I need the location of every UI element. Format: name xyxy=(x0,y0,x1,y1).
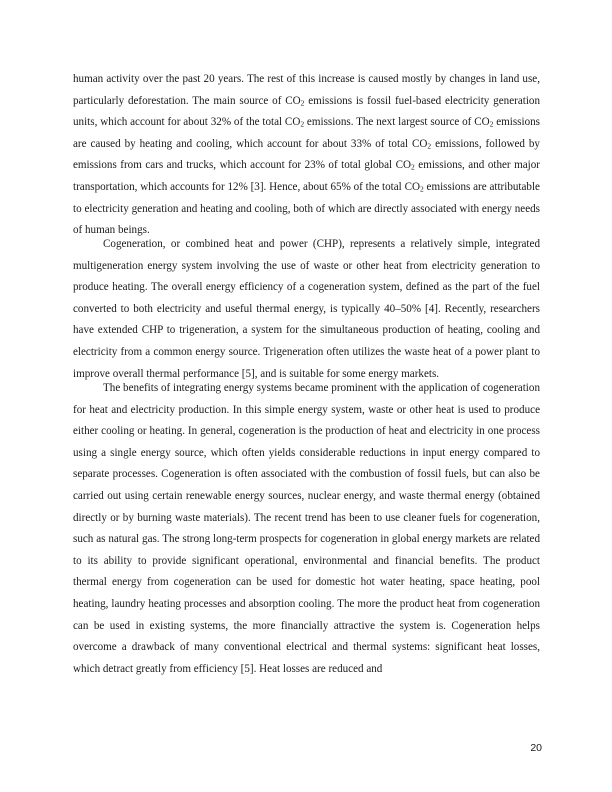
paragraph-1-text: emissions. The next largest source of CO xyxy=(304,116,490,129)
paragraph-1-text: emissions is fossil fuel-based electricity generation units, which account for about 32% of the total CO xyxy=(73,94,540,129)
paragraph-1-text: emissions are caused by heating and cooling, which account for about 33% of total CO xyxy=(73,116,540,150)
subscript-2: 2 xyxy=(427,141,432,151)
subscript-2: 2 xyxy=(411,162,415,172)
paragraph-1-text: emissions, and other major transportation, which accounts for 12% [3]. Hence, about 65% of the total CO xyxy=(73,159,540,193)
paragraph-1-text: human activity over the past 20 years. The rest of this increase is caused mostly by changes in land use, particularly deforestation. The main source of CO xyxy=(73,73,540,107)
subscript-2: 2 xyxy=(489,119,494,129)
paragraph-3: The benefits of integrating energy systems became prominent with the application of cogeneration for heat and electricity production. In this simple energy system, waste or other heat is used to produce either cooling or heating. In general, cogeneration is the production of heat and electricity in one process using a single energy source, which often yields considerable reductions in input energy compared to separate processes. Cogeneration is often associated with the combustion of fossil fuels, but can also be carried out using certain renewable energy sources, nuclear energy, and waste thermal energy (obtained directly or by burning waste materials). The recent trend has been to use cleaner fuels for cogeneration, such as natural gas. The strong long-term prospects for cogeneration in global energy markets are related to its ability to provide significant operational, environmental and financial benefits. The product thermal energy from cogeneration can be used for domestic hot water heating, space heating, pool heating, laundry heating processes and absorption cooling. The more the product heat from cogeneration can be used in existing systems, the more financially attractive the system is. Cogeneration helps overcome a drawback of many conventional electrical and thermal systems: significant heat losses, which detract greatly from efficiency [5]. Heat losses are reduced and xyxy=(73,382,540,675)
page-number: 20 xyxy=(530,742,542,754)
subscript-2: 2 xyxy=(419,184,424,194)
subscript-2: 2 xyxy=(300,119,305,129)
paragraph-2: Cogeneration, or combined heat and power (CHP), represents a relatively simple, integrated multigeneration energy system involving the use of waste or other heat from electricity generation to produce heating. The overall energy efficiency of a cogeneration system, defined as the part of the fuel converted to both electricity and useful thermal energy, is typically 40–50% [4]. Recently, researchers have extended CHP to trigeneration, a system for the simultaneous production of heating, cooling and electricity from a common energy source. Trigeneration often utilizes the waste heat of a power plant to improve overall thermal performance [5], and is suitable for some energy markets. xyxy=(73,238,540,380)
paragraph-1-text: emissions are attributable to electricity generation and heating and cooling, both of which are directly associated with energy needs of human beings. xyxy=(73,180,540,237)
paragraph-1 xyxy=(73,69,540,242)
paragraph-1-text: emissions, followed by emissions from cars and trucks, which account for 23% of total global CO xyxy=(73,137,540,172)
subscript-2: 2 xyxy=(300,98,305,108)
